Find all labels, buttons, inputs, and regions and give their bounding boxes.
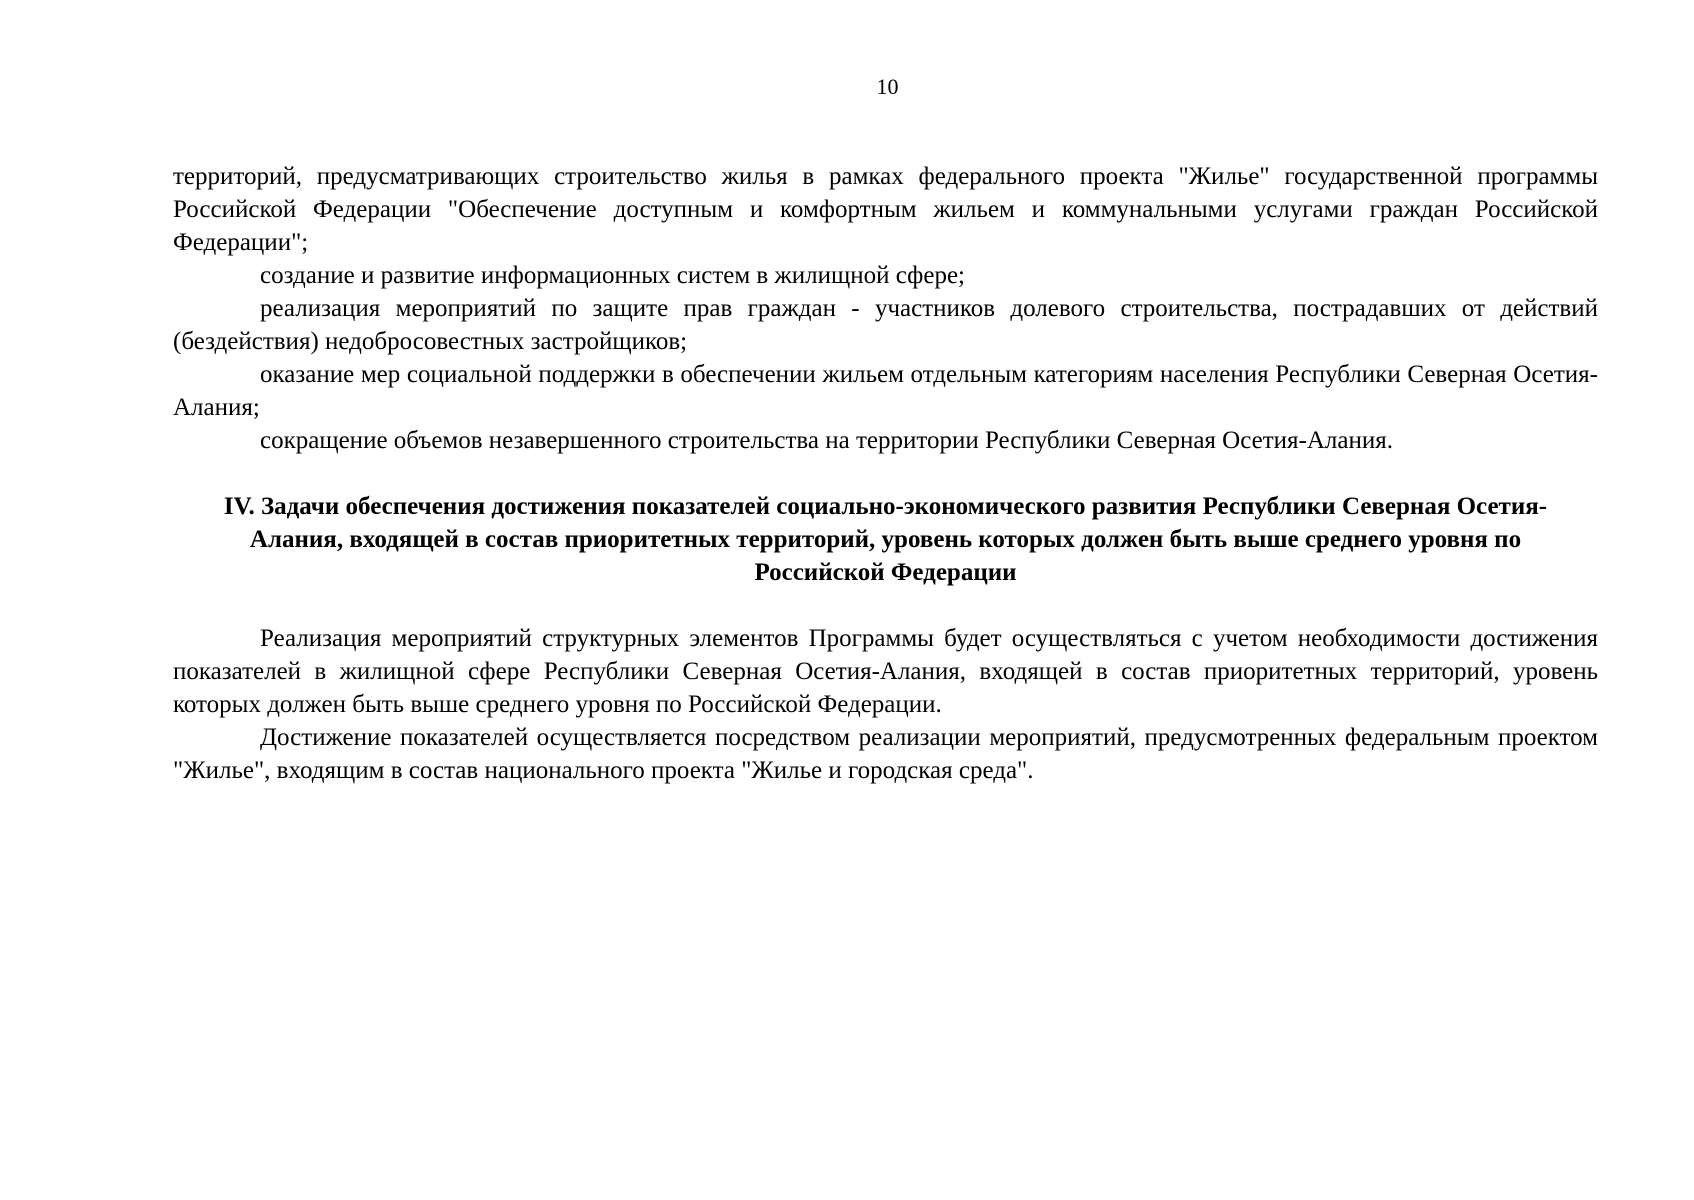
section-heading: IV. Задачи обеспечения достижения показателей социально-экономического развития Республики Северная Осетия-Алания, входящей в состав приоритетных территорий, уровень которых должен быть выше среднего уровня по Российской Федерации <box>223 493 1548 586</box>
paragraph-shared-construction: реализация мероприятий по защите прав граждан - участников долевого строительства, пострадавших от действий (бездействия) недобросовестных застройщиков; <box>173 295 1598 355</box>
paragraph-unfinished-construction: сокращение объемов незавершенного строительства на территории Республики Северная Осетия-Алания. <box>260 427 1393 454</box>
paragraph-social-support: оказание мер социальной поддержки в обеспечении жильем отдельным категориям населения Республики Северная Осетия-Алания; <box>173 361 1598 421</box>
paragraph-implementation: Реализация мероприятий структурных элементов Программы будет осуществляться с учетом необходимости достижения показателей в жилищной сфере Республики Северная Осетия-Алания, входящей в состав приоритетных территорий, уровень которых должен быть выше среднего уровня по Российской Федерации. <box>173 625 1598 718</box>
paragraph-achievement: Достижение показателей осуществляется посредством реализации мероприятий, предусмотренных федеральным проектом "Жилье", входящим в состав национального проекта "Жилье и городская среда". <box>173 724 1598 784</box>
paragraph-continuation: территорий, предусматривающих строительство жилья в рамках федерального проекта "Жилье" государственной программы Российской Федерации "Обеспечение доступным и комфортным жильем и коммунальными услугами граждан Российской Федерации"; <box>173 163 1598 256</box>
document-body <box>173 160 1598 787</box>
paragraph-information-systems: создание и развитие информационных систем в жилищной сфере; <box>260 262 965 289</box>
page-number: 10 <box>876 74 899 99</box>
